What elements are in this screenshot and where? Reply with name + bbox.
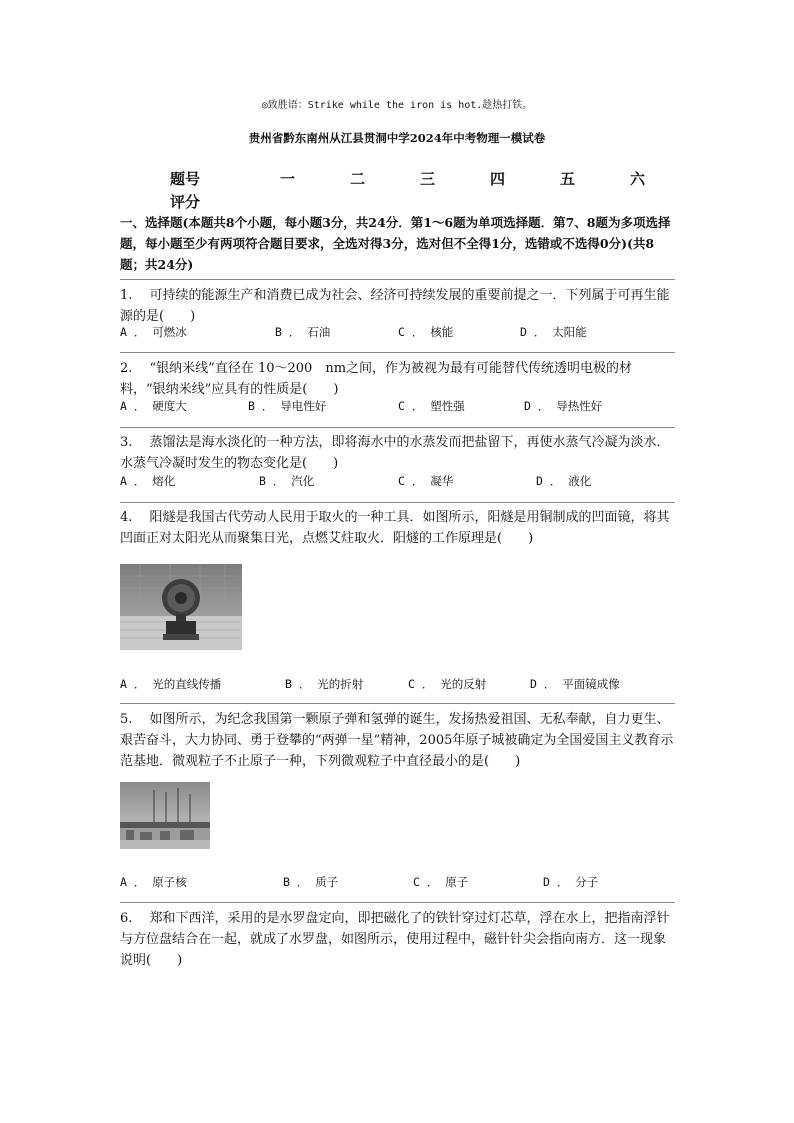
q2-option-a: A ． 硬度大 [120, 399, 187, 413]
question-2: 2. “银纳米线”直径在 10～200 nm之间，作为被视为最有可能替代传统透明电极的材料，“银纳米线”应具有的性质是( ) [120, 361, 633, 397]
score-col-1: 一 [280, 170, 296, 188]
yangsui-photo [120, 564, 242, 650]
score-col-2: 二 [350, 170, 366, 188]
question-3: 3. 蒸馏法是海水淡化的一种方法，即将海水中的水蒸发而把盐留下，再使水蒸气冷凝为淡水．水蒸气冷凝时发生的物态变化是( ) [120, 435, 670, 471]
q4-option-d: D ． 平面镜成像 [530, 677, 620, 691]
q1-option-a: A ． 可燃冰 [120, 325, 187, 339]
q4-option-a: A ． 光的直线传播 [120, 677, 222, 691]
q2-option-d: D ． 导热性好 [524, 399, 603, 413]
q3-option-d: D ． 液化 [536, 474, 592, 488]
q5-option-c: C ． 原子 [413, 875, 469, 889]
q3-option-b: B ． 汽化 [259, 474, 315, 488]
divider [120, 703, 675, 704]
divider [120, 279, 675, 280]
score-label-score: 评分 [170, 193, 201, 211]
score-label-num: 题号 [170, 170, 201, 188]
q4-option-b: B ． 光的折射 [285, 677, 364, 691]
q4-option-c: C ． 光的反射 [408, 677, 487, 691]
q2-option-c: C ． 塑性强 [398, 399, 465, 413]
motto: ◎致胜语：Strike while the iron is hot.趁热打铁。 [261, 100, 533, 111]
divider [120, 352, 675, 353]
q2-option-b: B ． 导电性好 [248, 399, 327, 413]
score-col-4: 四 [490, 170, 506, 188]
question-5: 5. 如图所示，为纪念我国第一颗原子弹和氢弹的诞生，发扬热爱祖国、无私奉献，自力更生、艰苦奋斗，大力协同、勇于登攀的“两弹一星”精神，2005年原子城被确定为全国爱国主义教育示范基地．微观粒子不止原子一种，下列微观粒子中直径最小的是( ) [120, 712, 674, 769]
q1-option-c: C ． 核能 [398, 325, 454, 339]
score-col-3: 三 [420, 170, 436, 188]
question-1: 1. 可持续的能源生产和消费已成为社会、经济可持续发展的重要前提之一．下列属于可再生能源的是( ) [120, 288, 670, 324]
q1-option-b: B ． 石油 [275, 325, 331, 339]
question-6: 6. 郑和下西洋，采用的是水罗盘定向，即把磁化了的铁针穿过灯芯草，浮在水上，把指南浮针与方位盘结合在一起，就成了水罗盘，如图所示，使用过程中，磁针针尖会指向南方．这一现象说明( ) [120, 911, 670, 968]
q3-option-c: C ． 凝华 [398, 474, 454, 488]
q5-option-d: D ． 分子 [543, 875, 599, 889]
q5-option-a: A ． 原子核 [120, 875, 187, 889]
section-heading: 一、选择题(本题共8个小题，每小题3分，共24分．第1～6题为单项选择题．第7、8题为多项选择题，每小题至少有两项符合题目要求，全选对得3分，选对但不全得1分，选错或不选得0分)(共8题；共24分) [120, 215, 671, 272]
divider [120, 502, 675, 503]
q1-option-d: D ． 太阳能 [520, 325, 587, 339]
atomic-city-photo [120, 782, 210, 849]
question-4: 4. 阳燧是我国古代劳动人民用于取火的一种工具．如图所示，阳燧是用铜制成的凹面镜，将其凹面正对太阳光从而聚集日光，点燃艾炷取火．阳燧的工作原理是( ) [120, 510, 670, 546]
score-col-5: 五 [560, 170, 576, 188]
q5-option-b: B ． 质子 [283, 875, 339, 889]
divider [120, 902, 675, 903]
q3-option-a: A ． 熔化 [120, 474, 176, 488]
page-title: 贵州省黔东南州从江县贯洞中学2024年中考物理一模试卷 [248, 131, 546, 145]
divider [120, 427, 675, 428]
score-col-6: 六 [630, 170, 646, 188]
